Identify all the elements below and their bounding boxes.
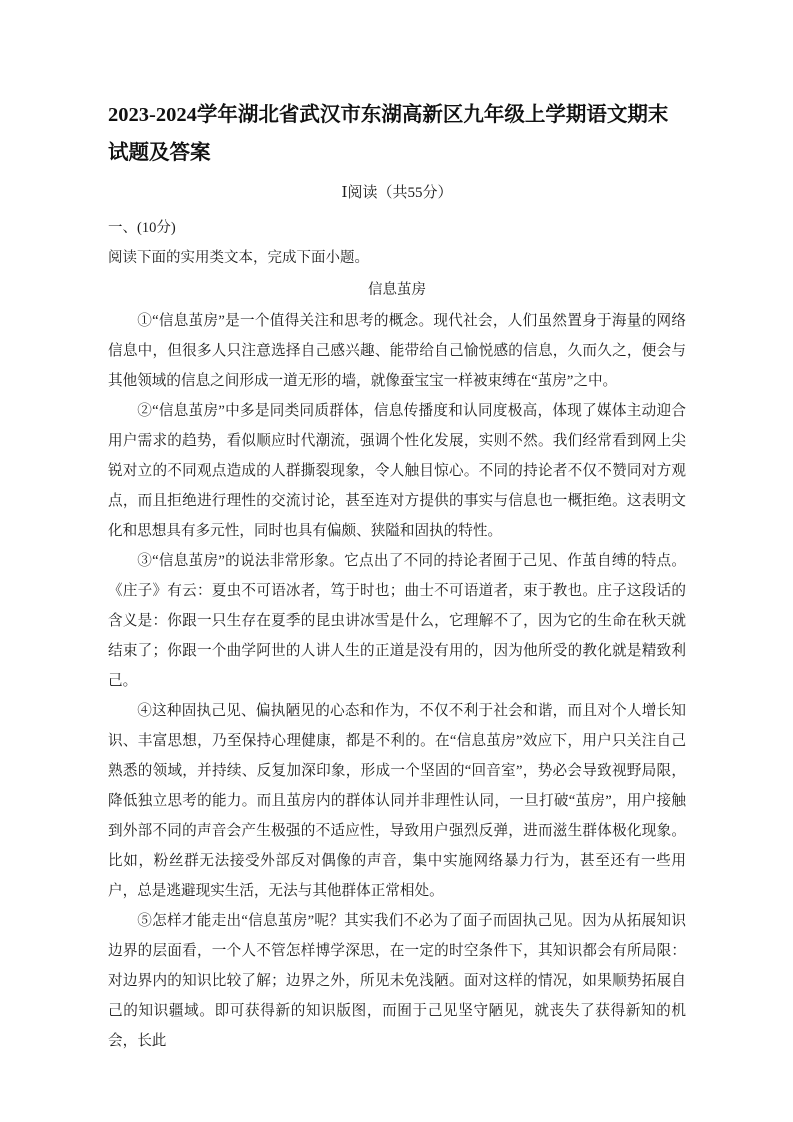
sub-heading-part-one: 一、(10分) <box>108 220 176 236</box>
section-heading-reading: Ⅰ阅读（共55分） <box>341 185 453 201</box>
reading-instruction: 阅读下面的实用类文本，完成下面小题。 <box>108 250 369 266</box>
article-paragraph: ②“信息茧房”中多是同类同质群体，信息传播度和认同度极高，体现了媒体主动迎合用户需求的趋势，看似顺应时代潮流，强调个性化发展，实则不然。我们经常看到网上尖锐对立的不同观点造成的人群撕裂现象，令人触目惊心。不同的持论者不仅不赞同对方观点，而且拒绝进行理性的交流讨论，甚至连对方提供的事实与信息也一概拒绝。这表明文化和思想具有多元性，同时也具有偏颇、狭隘和固执的特性。 <box>108 403 686 539</box>
page-title: 2023-2024学年湖北省武汉市东湖高新区九年级上学期语文期末试题及答案 <box>108 104 669 164</box>
document-content <box>108 96 686 1056</box>
article-title: 信息茧房 <box>368 282 426 298</box>
article-paragraph: ④这种固执己见、偏执陋见的心态和作为，不仅不利于社会和谐，而且对个人增长知识、丰富思想，乃至保持心理健康，都是不利的。在“信息茧房”效应下，用户只关注自己熟悉的领域，并持续、反复加深印象，形成一个坚固的“回音室”，势必会导致视野局限，降低独立思考的能力。而且茧房内的群体认同并非理性认同，一旦打破“茧房”，用户接触到外部不同的声音会产生极强的不适应性，导致用户强烈反弹，进而滋生群体极化现象。比如，粉丝群无法接受外部反对偶像的声音，集中实施网络暴力行为，甚至还有一些用户，总是逃避现实生活，无法与其他群体正常相处。 <box>108 703 686 899</box>
article-paragraph: ③“信息茧房”的说法非常形象。它点出了不同的持论者囿于己见、作茧自缚的特点。《庄子》有云：夏虫不可语冰者，笃于时也；曲士不可语道者，束于教也。庄子这段话的含义是：你跟一只生存在夏季的昆虫讲冰雪是什么，它理解不了，因为它的生命在秋天就结束了；你跟一个曲学阿世的人讲人生的正道是没有用的，因为他所受的教化就是精致利己。 <box>108 553 686 689</box>
article-paragraph: ①“信息茧房”是一个值得关注和思考的概念。现代社会，人们虽然置身于海量的网络信息中，但很多人只注意选择自己感兴趣、能带给自己愉悦感的信息，久而久之，便会与其他领域的信息之间形成一道无形的墙，就像蚕宝宝一样被束缚在“茧房”之中。 <box>108 313 686 389</box>
article-paragraph: ⑤怎样才能走出“信息茧房”呢？其实我们不必为了面子而固执己见。因为从拓展知识边界的层面看，一个人不管怎样博学深思，在一定的时空条件下，其知识都会有所局限：对边界内的知识比较了解；边界之外，所见未免浅陋。面对这样的情况，如果顺势拓展自己的知识疆域。即可获得新的知识版图，而囿于己见坚守陋见，就丧失了获得新知的机会，长此 <box>108 913 686 1049</box>
